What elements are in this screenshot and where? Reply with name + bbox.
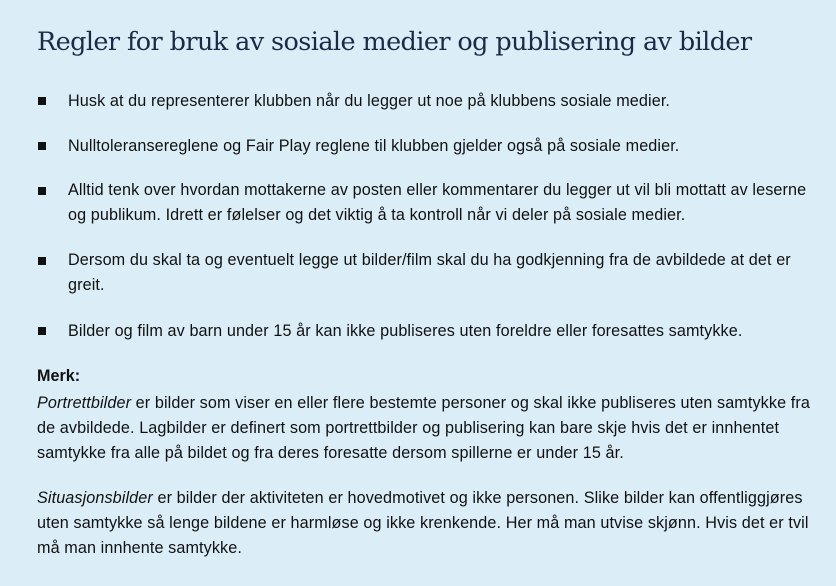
square-bullet-icon: [38, 187, 46, 195]
rule-text: Bilder og film av barn under 15 år kan ikke publiseres uten foreldre eller foresattes samtykke.: [68, 322, 743, 340]
situation-paragraph: [37, 486, 832, 561]
rule-text: Dersom du skal ta og eventuelt legge ut bilder/film skal du ha godkjenning fra de avbildede at det er greit.: [68, 251, 791, 294]
situation-text: er bilder der aktiviteten er hovedmotivet og ikke personen. Slike bilder kan offentliggjøres uten samtykke så lenge bildene er harmløse og ikke krenkende. Her må man utvise skjønn. Hvis det er tvil må man innhente samtykke.: [37, 489, 809, 557]
portrait-text: er bilder som viser en eller flere bestemte personer og skal ikke publiseres uten samtykke fra de avbildede. Lagbilder er definert som portrettbilder og publisering kan bare skje hvis det er innhentet samtykke fra alle på bildet og fra deres foresatte dersom spillerne er under 15 år.: [37, 394, 810, 462]
square-bullet-icon: [38, 327, 46, 335]
square-bullet-icon: [38, 257, 46, 265]
portrait-paragraph: [37, 391, 832, 466]
square-bullet-icon: [38, 142, 46, 150]
page-title: Regler for bruk av sosiale medier og publisering av bilder: [37, 27, 752, 57]
rule-text: Alltid tenk over hvordan mottakerne av posten eller kommentarer du legger ut vil bli mottatt av leserne og publikum. Idrett er følelser og det viktig å ta kontroll når vi deler på sosiale medier.: [68, 181, 807, 224]
note-heading: Merk:: [37, 367, 81, 385]
rule-text: Husk at du representerer klubben når du legger ut noe på klubbens sosiale medier.: [68, 92, 671, 110]
rule-text: Nulltoleransereglene og Fair Play reglene til klubben gjelder også på sosiale medier.: [68, 137, 680, 155]
situation-term: Situasjonsbilder: [37, 489, 153, 507]
portrait-term: Portrettbilder: [37, 394, 132, 412]
square-bullet-icon: [38, 97, 46, 105]
